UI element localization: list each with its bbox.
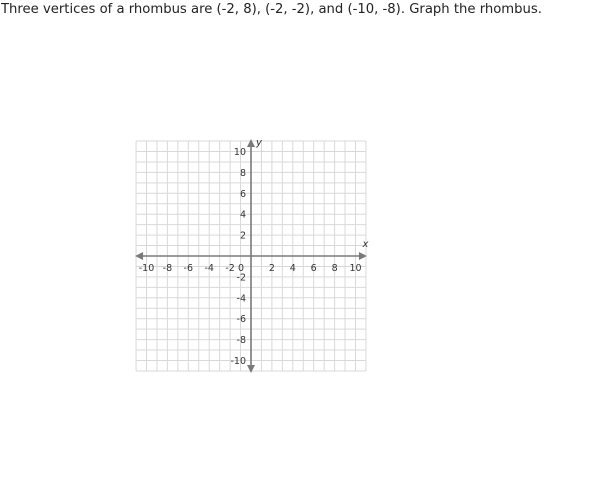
y-tick-label: -10 — [230, 356, 246, 367]
y-tick-label: -4 — [236, 293, 246, 305]
y-axis-arrow-down — [247, 365, 255, 373]
y-axis-arrow-up — [247, 139, 255, 147]
x-tick-label: -2 — [225, 263, 235, 274]
x-tick-label: 8 — [331, 263, 338, 274]
x-tick-label: -10 — [138, 263, 155, 274]
y-tick-label: -6 — [236, 314, 246, 326]
x-tick-label: 4 — [289, 263, 296, 274]
y-tick-label: -8 — [236, 335, 246, 347]
y-tick-label: 2 — [239, 230, 246, 242]
x-tick-label: 6 — [310, 263, 317, 274]
x-axis-label: x — [362, 239, 369, 250]
x-tick-label: 0 — [237, 263, 245, 274]
x-tick-label: 10 — [349, 263, 362, 274]
y-tick-label: 6 — [239, 188, 246, 200]
y-axis-tick-labels — [230, 147, 246, 367]
axes — [135, 139, 367, 373]
x-tick-label: -4 — [204, 263, 214, 274]
x-tick-label: -6 — [183, 263, 194, 274]
x-tick-label: -8 — [162, 263, 173, 274]
y-axis-label: y — [256, 137, 262, 149]
y-tick-label: 4 — [239, 209, 246, 221]
question-text: Three vertices of a rhombus are (-2, 8), (-2, -2), and (-10, -8). Graph the rhombus. — [1, 2, 542, 17]
y-tick-label: -2 — [236, 272, 246, 284]
x-axis-tick-labels — [139, 263, 362, 274]
y-tick-label: 8 — [239, 167, 246, 179]
x-tick-label: 2 — [268, 263, 275, 274]
y-tick-label: 10 — [233, 147, 246, 158]
